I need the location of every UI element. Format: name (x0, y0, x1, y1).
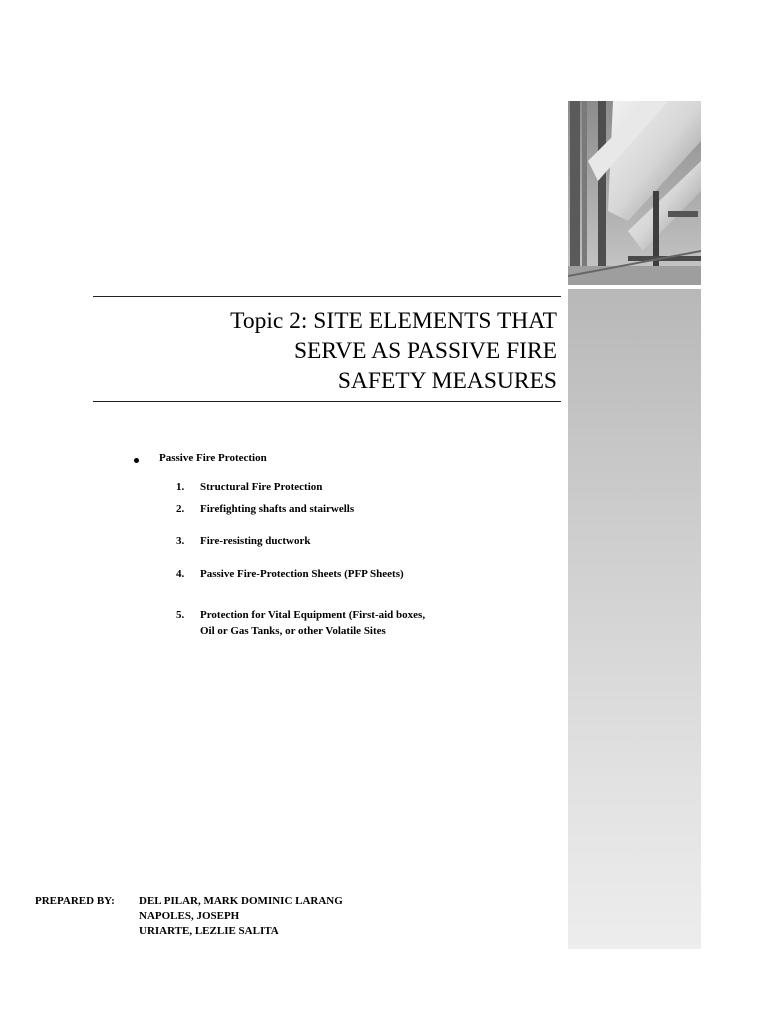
side-grey-band (568, 289, 701, 949)
page-title (93, 306, 557, 396)
prepared-by-label: PREPARED BY: (35, 895, 115, 907)
author-names (139, 894, 343, 939)
bullet-dot-icon (134, 458, 139, 463)
item-text-continued: Oil or Gas Tanks, or other Volatile Sites (200, 625, 386, 637)
author-name: URIARTE, LEZLIE SALITA (139, 925, 279, 937)
item-number: 5. (176, 609, 185, 621)
pipes-illustration (568, 101, 701, 285)
author-name: NAPOLES, JOSEPH (139, 910, 240, 922)
title-line-1: Topic 2: SITE ELEMENTS THAT (230, 308, 557, 334)
item-number: 4. (176, 568, 185, 580)
item-text: Fire-resisting ductwork (200, 535, 311, 547)
title-line-3: SAFETY MEASURES (337, 368, 557, 394)
title-line-2: SERVE AS PASSIVE FIRE (293, 338, 557, 364)
title-bottom-rule (93, 401, 561, 402)
item-number: 3. (176, 535, 185, 547)
industrial-pipes-photo (568, 101, 701, 285)
item-text: Firefighting shafts and stairwells (200, 503, 355, 515)
item-text: Protection for Vital Equipment (First-aid boxes, (200, 609, 426, 621)
author-name: DEL PILAR, MARK DOMINIC LARANG (139, 895, 343, 907)
title-top-rule (93, 296, 561, 297)
item-number: 2. (176, 503, 185, 515)
item-text: Structural Fire Protection (200, 481, 323, 493)
bullet-label: Passive Fire Protection (159, 452, 267, 464)
item-number: 1. (176, 481, 185, 493)
item-text: Passive Fire-Protection Sheets (PFP Sheets) (200, 568, 404, 580)
